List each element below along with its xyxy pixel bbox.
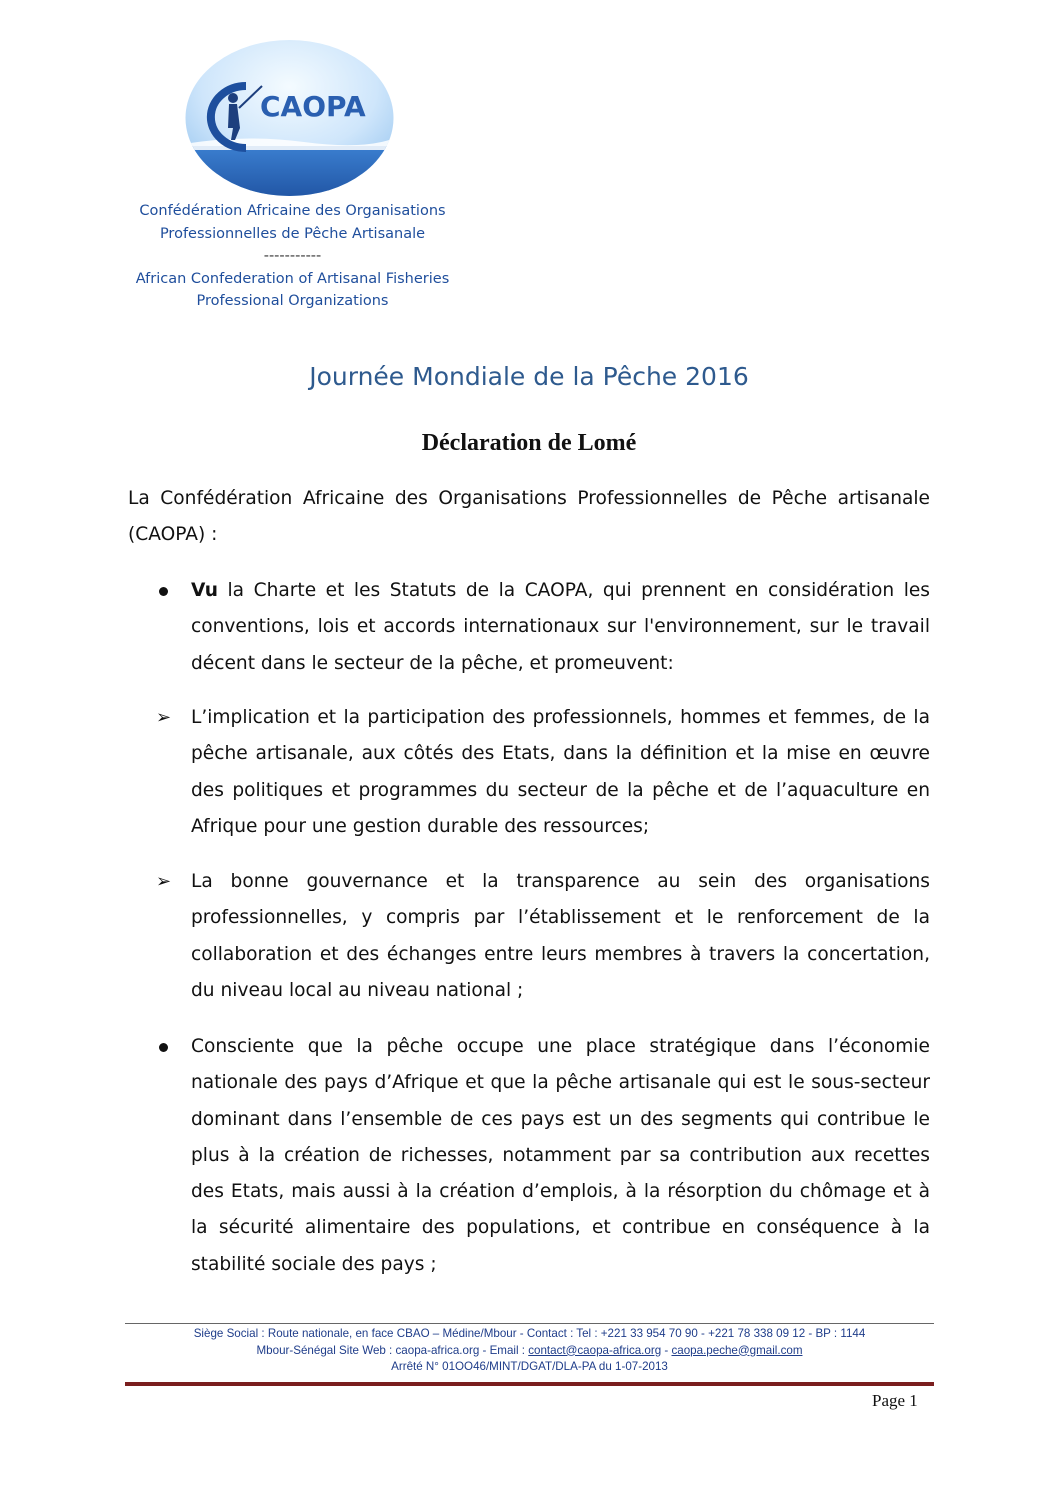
list-item-text: L’implication et la participation des professionnels, hommes et femmes, de la pêche artisanale, aux côtés des Etats, dans la définition et la mise en œuvre des politiques et programmes du secteur de la pêche et de l’aquaculture en Afrique pour une gestion durable des ressources; [191, 707, 930, 837]
footer-rule [125, 1382, 934, 1386]
footer-divider [125, 1323, 934, 1324]
header-separator: ----------- [263, 248, 322, 264]
caopa-logo [184, 38, 395, 198]
list-item-text: Consciente que la pêche occupe une place stratégique dans l’économie nationale des pays d’Afrique et que la pêche artisanale qui est le sous-secteur dominant dans l’ensemble de ces pays est un des segments qui contribue le plus à la création de richesses, notamment par sa contribution aux recettes des Etats, mais aussi à la création d’emplois, à la résorption du chômage et à la sécurité alimentaire des populations, et contribue en conséquence à la stabilité sociale des pays ; [191, 1036, 930, 1275]
footer-address: Siège Social : Route nationale, en face CBAO – Médine/Mbour - Contact : Tel : +221 33 954 70 90 - +221 78 338 09 12 - BP : 1144 [193, 1327, 866, 1340]
intro-paragraph: La Confédération Africaine des Organisations Professionnelles de Pêche artisanale (CAOPA) : [128, 488, 930, 546]
document-title: Journée Mondiale de la Pêche 2016 [309, 362, 749, 391]
page-number: Page 1 [872, 1391, 918, 1410]
list-item [156, 1029, 930, 1283]
list-item-text: La bonne gouvernance et la transparence au sein des organisations professionnelles, y compris par l’établissement et le renforcement de la collaboration et des échanges entre leurs membres à travers la concertation, du niveau local au niveau national ; [191, 871, 930, 1001]
org-name-en-line1: African Confederation of Artisanal Fisheries [135, 270, 450, 287]
document-subtitle: Déclaration de Lomé [421, 430, 637, 456]
list-item [156, 700, 930, 845]
arrow-bullet-icon: ➢ [156, 871, 172, 892]
footer-contact: Mbour-Sénégal Site Web : caopa-africa.org - Email : contact@caopa-africa.org - caopa.peche@gmail.com [256, 1343, 803, 1357]
arrow-bullet-icon: ➢ [156, 707, 172, 728]
email-link-contact[interactable]: contact@caopa-africa.org [528, 1343, 662, 1357]
org-name-en-line2: Professional Organizations [196, 293, 389, 309]
list-item-text: Vu la Charte et les Statuts de la CAOPA, qui prennent en considération les conventions, lois et accords internationaux sur l'environnement, sur le travail décent dans le secteur de la pêche, et promeuvent: [191, 580, 930, 674]
footer [125, 1326, 934, 1376]
email-link-peche[interactable]: caopa.peche@gmail.com [671, 1343, 803, 1357]
logo-wordmark: CAOPA [260, 90, 366, 123]
footer-decree: Arrêté N° 01OO46/MINT/DGAT/DLA-PA du 1-07-2013 [391, 1360, 668, 1373]
list-item-lead: Vu [191, 580, 218, 601]
org-name-fr-line2: Professionnelles de Pêche Artisanale [159, 225, 426, 242]
list-item [156, 864, 930, 1009]
organization-header [100, 200, 485, 313]
bullet-icon [156, 1029, 190, 1065]
bullet-icon [156, 573, 190, 609]
org-name-fr-line1: Confédération Africaine des Organisations [139, 203, 446, 219]
list-item [156, 573, 930, 682]
